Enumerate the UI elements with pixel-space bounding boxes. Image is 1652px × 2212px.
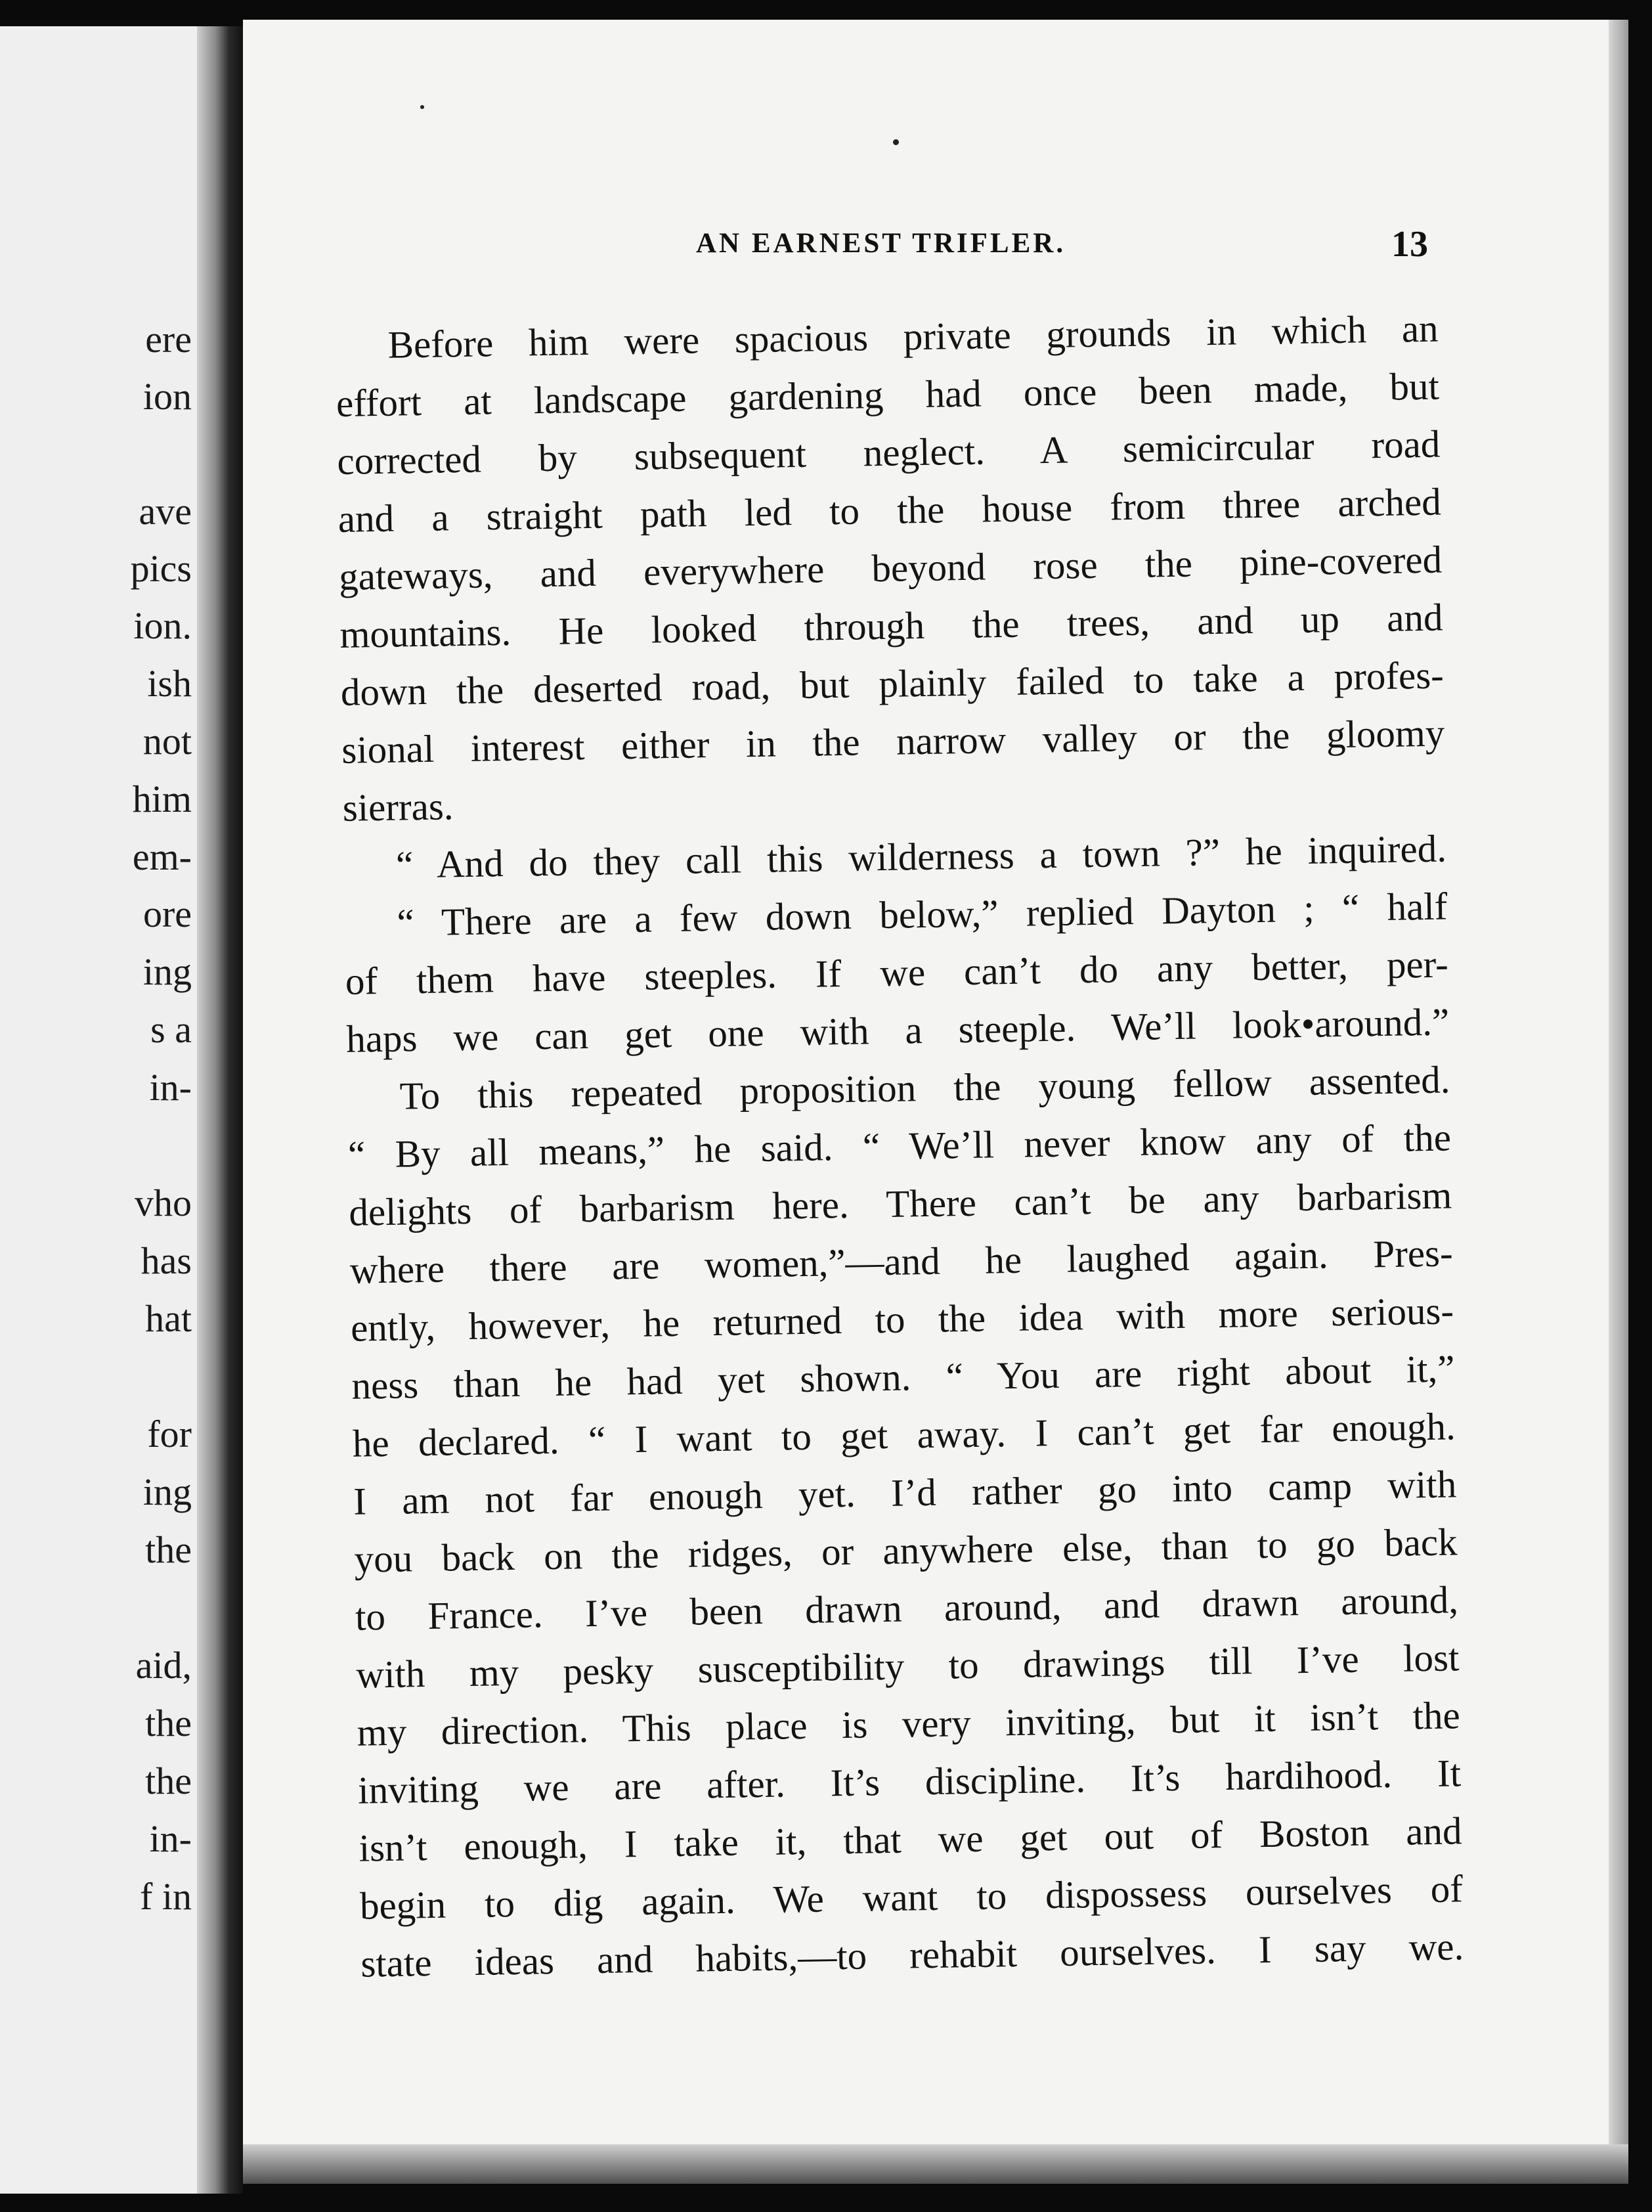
- text-line: isn’t enough, I take it, that we get out of Boston and: [359, 1809, 1462, 1870]
- text-line: where there are women,”—and he laughed again. Pres-: [349, 1231, 1454, 1292]
- book-gutter: [197, 26, 243, 2194]
- left-fragment: ion.: [133, 604, 192, 647]
- text-line: Before him were spacious private grounds in which an: [387, 306, 1439, 366]
- text-line: of them have steeples. If we can’t do any better, per-: [345, 942, 1449, 1003]
- left-fragment: in-: [149, 1817, 192, 1860]
- page-number: 13: [1391, 224, 1428, 265]
- left-fragment: hat: [145, 1297, 192, 1340]
- left-fragment: s a: [150, 1008, 192, 1051]
- text-line: haps we can get one with a steeple. We’ll look•around.”: [345, 1000, 1450, 1061]
- running-title: AN EARNEST TRIFLER.: [696, 228, 1066, 259]
- text-line: mountains. He looked through the trees, and up and: [339, 595, 1443, 656]
- left-page: [0, 26, 197, 2194]
- left-fragment: in-: [149, 1066, 192, 1109]
- running-head: [456, 223, 1428, 269]
- text-line: “ And do they call this wilderness a town ?” he inquired.: [395, 826, 1447, 887]
- text-line: inviting we are after. It’s discipline. It’s hardihood. It: [357, 1751, 1462, 1812]
- left-fragment: the: [145, 1759, 192, 1802]
- text-line: gateways, and everywhere beyond rose the pine-covered: [338, 537, 1443, 598]
- left-fragment: ere: [145, 318, 192, 361]
- text-line: I am not far enough yet. I’d rather go into camp with: [353, 1462, 1457, 1523]
- text-line: “ By all means,” he said. “ We’ll never know any of the: [347, 1115, 1452, 1176]
- text-line: begin to dig again. We want to dispossess ourselves of: [359, 1867, 1464, 1928]
- text-line: ently, however, he returned to the idea with more serious-: [350, 1289, 1454, 1350]
- left-fragment: ore: [142, 893, 192, 935]
- left-fragment: the: [145, 1528, 192, 1571]
- left-fragment: for: [147, 1413, 192, 1455]
- text-line: to France. I’ve been drawn around, and drawn around,: [355, 1578, 1459, 1639]
- left-fragment: vho: [135, 1182, 192, 1224]
- left-fragment: pics: [130, 547, 192, 590]
- text-line: down the deserted road, but plainly failed to take a profes-: [340, 653, 1445, 714]
- text-line: effort at landscape gardening had once been made, but: [336, 364, 1440, 425]
- text-line: state ideas and habits,—to rehabit ourselves. I say we.: [360, 1924, 1464, 1985]
- left-fragment: ish: [147, 662, 192, 705]
- text-line: sierras.: [342, 784, 454, 830]
- left-fragment: him: [132, 778, 192, 820]
- text-line: corrected by subsequent neglect. A semicircular road: [336, 422, 1441, 483]
- left-fragment: f in: [140, 1875, 192, 1918]
- left-fragment: aid,: [135, 1644, 192, 1687]
- text-line: sional interest either in the narrow valley or the gloomy: [341, 711, 1445, 772]
- left-fragment: the: [145, 1702, 192, 1744]
- text-line: To this repeated proposition the young fellow assented.: [399, 1057, 1450, 1118]
- left-fragment: ave: [139, 490, 192, 533]
- speck-mark: [893, 139, 899, 145]
- left-fragment: ing: [142, 950, 192, 993]
- body-text: [335, 299, 1464, 1993]
- speck-mark: [420, 105, 424, 109]
- text-line: my direction. This place is very inviting, but it isn’t the: [357, 1693, 1461, 1754]
- text-line: you back on the ridges, or anywhere else, than to go back: [354, 1520, 1458, 1581]
- left-page-text-fragments: [0, 26, 197, 2194]
- text-line: delights of barbarism here. There can’t be any barbarism: [348, 1173, 1452, 1234]
- left-fragment: em-: [132, 835, 192, 878]
- text-line: with my pesky susceptibility to drawings till I’ve lost: [355, 1635, 1460, 1696]
- page-bottom-edge: [243, 2144, 1628, 2184]
- text-line: “ There are a few down below,” replied Dayton ; “ half: [396, 884, 1448, 944]
- left-fragment: ing: [142, 1471, 192, 1513]
- left-fragment: ion: [142, 375, 192, 418]
- text-line: and a straight path led to the house from three arched: [337, 479, 1442, 541]
- text-line: ness than he had yet shown. “ You are right about it,”: [351, 1346, 1455, 1407]
- text-line: he declared. “ I want to get away. I can’t get far enough.: [352, 1404, 1456, 1465]
- left-fragment: not: [142, 720, 192, 763]
- left-fragment: has: [141, 1239, 192, 1282]
